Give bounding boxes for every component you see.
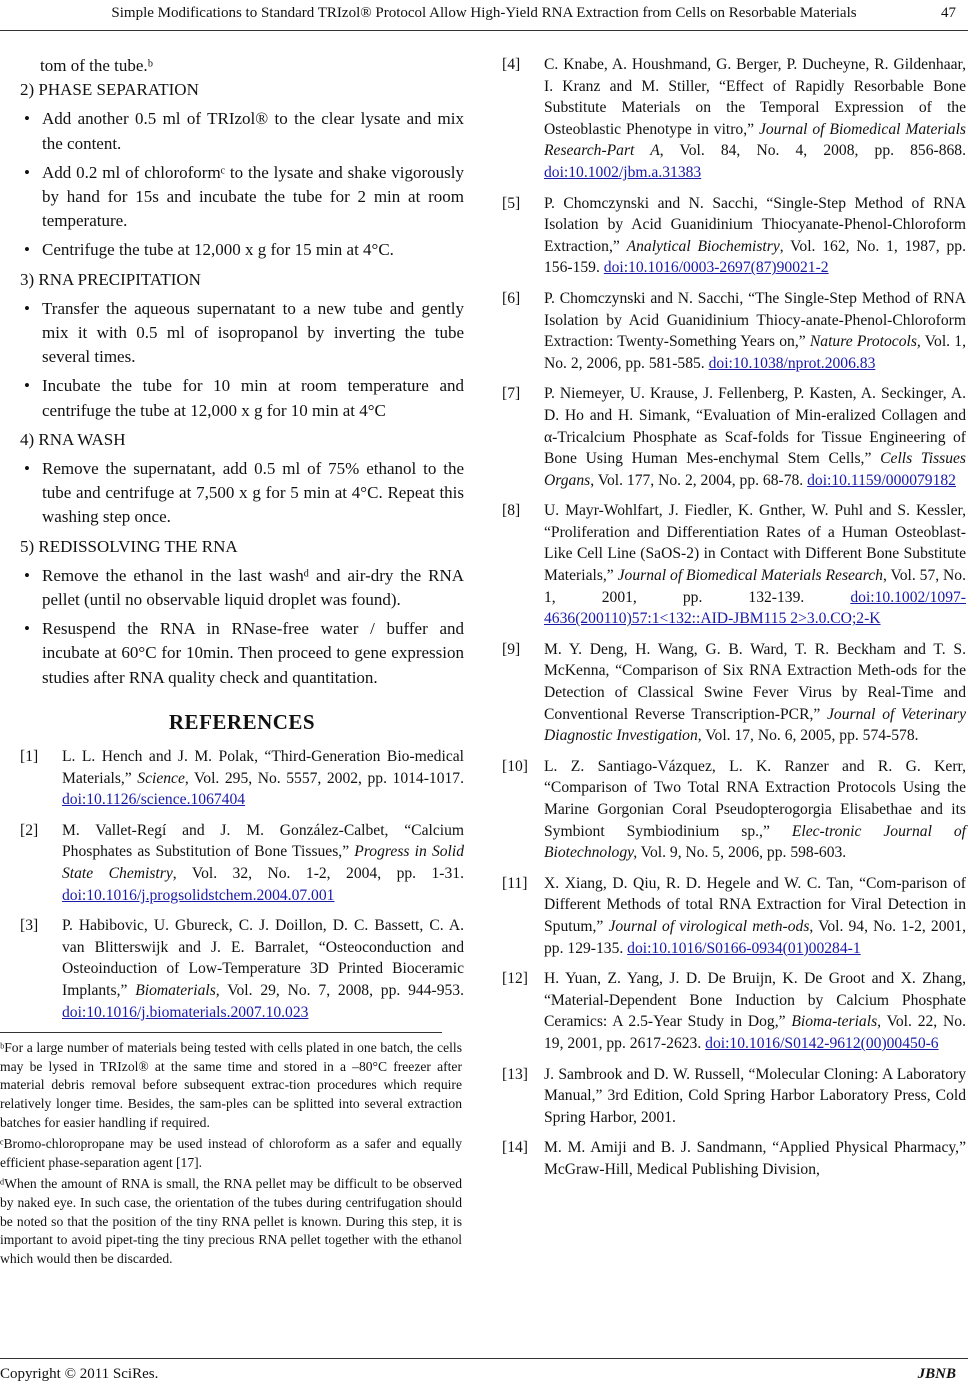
reference-item <box>502 383 966 491</box>
footer-rule <box>0 1358 968 1359</box>
footnote-d: ᵈWhen the amount of RNA is small, the RNA pellet may be difficult to be observed by naked eye. In such case, the orientation of the tubes during centrifugation should be noted so that the position of the tiny RNA pellet is known. During this step, it is important to avoid pipet-ting the tiny precious RNA pellet together with the ethanol which would then be discarded. <box>0 1176 462 1266</box>
reference-source: Bioma-terials, <box>791 1013 882 1031</box>
running-title: Simple Modifications to Standard TRIzol® Protocol Allow High-Yield RNA Extraction from Cells on Resorbable Materials <box>111 5 857 21</box>
list-item: • Incubate the tube for 10 min at room temperature and centrifuge the tube at 12,000 x g for 10 min at 4°C <box>24 376 464 420</box>
reference-text: M. Vallet-Regí and J. M. González-Calbet, “Calcium Phosphates as Substitution of Bone Tissues,” <box>62 821 464 861</box>
reference-details: , Vol. 94, No. 1-2, 2001, pp. 129-135. <box>544 917 967 957</box>
reference-source: Analytical Biochemistry <box>626 237 780 255</box>
doi-link[interactable]: doi:10.1016/j.progsolidstchem.2004.07.001 <box>62 886 335 904</box>
reference-text: P. Chomczynski and N. Sacchi, “Single-Step Method of RNA Isolation by Acid Guanidinium Thiocyanate-Phenol-Chloroform Extraction,” <box>544 194 966 255</box>
section-redissolving: 5) REDISSOLVING THE RNA <box>20 536 238 556</box>
doi-link[interactable]: doi:10.1016/S0142-9612(00)00450-6 <box>705 1034 939 1052</box>
reference-number: [3] <box>20 917 39 935</box>
bullet-icon: • <box>24 298 30 318</box>
reference-source: Journal of Biomedical Materials Research <box>617 567 883 585</box>
doi-link[interactable]: doi:10.1016/j.biomaterials.2007.10.023 <box>62 1003 309 1021</box>
reference-source: Biomaterials, <box>135 982 220 1000</box>
reference-source: Elec-tronic Journal of Biotechnology, <box>544 822 966 862</box>
journal-abbrev: JBNB <box>917 1366 956 1382</box>
reference-text: X. Xiang, D. Qiu, R. D. Hegele and W. C. Tan, “Com-parison of Different Methods of total RNA Extraction for Viral Detection in Sputum,” <box>544 874 966 935</box>
reference-details: Vol. 22, No. 19, 2001, pp. 2617-2623. <box>544 1013 966 1052</box>
doi-link[interactable]: doi:10.1126/science.1067404 <box>62 791 246 809</box>
reference-number: [13] <box>502 1065 528 1083</box>
section-rna-precipitation: 3) RNA PRECIPITATION <box>20 269 201 289</box>
reference-number: [12] <box>502 970 528 988</box>
bullet-icon: • <box>24 619 30 639</box>
reference-details: , Vol. 162, No. 1, 1987, pp. 156-159. <box>544 237 966 277</box>
reference-number: [4] <box>502 56 521 73</box>
reference-details: , Vol. 84, No. 4, 2008, pp. 856-868. <box>659 142 967 160</box>
reference-item <box>502 968 966 1054</box>
header-rule <box>0 30 968 31</box>
reference-details: Vol. 29, No. 7, 2008, pp. 944-953. <box>219 982 464 1000</box>
reference-text: P. Chomczynski and N. Sacchi, “The Single-Step Method of RNA Isolation by Acid Guanidinium Thiocy-anate-Phenol-Chloroform Extraction: Twenty-Something Years on,” <box>544 289 966 351</box>
reference-details: , Vol. 295, No. 5557, 2002, pp. 1014-1017. <box>184 769 465 787</box>
reference-number: [9] <box>502 640 521 658</box>
doi-link[interactable]: doi:10.1002/1097-4636(200110)57:1<132::AID-JBM115 2>3.0.CO;2-K <box>544 588 966 628</box>
reference-details: , Vol. 177, No. 2, 2004, pp. 68-78. <box>590 471 808 489</box>
doi-link[interactable]: doi:10.1002/jbm.a.31383 <box>544 163 702 181</box>
doi-link[interactable]: doi:10.1016/S0166-0934(01)00284-1 <box>627 939 861 957</box>
reference-source: Journal of Veterinary Diagnostic Investigation <box>544 705 966 745</box>
references-heading: REFERENCES <box>168 709 316 734</box>
reference-text: M. Y. Deng, H. Wang, G. B. Ward, T. R. Beckham and T. S. McKenna, “Comparison of Six RNA Extraction Meth-ods for the Detection of Classical Swine Fever Virus by Real-Time and Conventional Reverse Transcription-PCR,” <box>544 640 966 723</box>
reference-text: C. Knabe, A. Houshmand, G. Berger, P. Ducheyne, R. Gildenhaar, I. Kranz and M. Stiller, “Effect of Rapidly Resorbable Bone Substitute Materials on the Temporal Expression of the Osteoblastic Phenotype in vitro,” <box>544 56 966 138</box>
reference-number: [6] <box>502 289 521 307</box>
bullet-icon: • <box>24 162 30 182</box>
copyright: Copyright © 2011 SciRes. <box>0 1366 159 1382</box>
reference-number: [11] <box>502 874 528 892</box>
reference-number: [2] <box>20 821 39 839</box>
reference-text: P. Habibovic, U. Gbureck, C. J. Doillon, D. C. Bassett, C. A. van Blitterswijk and J. E. Barralet, “Osteoconduction and Osteoinduction of Low-Temperature 3D Printed Bioceramic Implants,” <box>62 917 464 1000</box>
reference-item <box>502 639 966 747</box>
reference-text: L. Z. Santiago-Vázquez, L. K. Ranzer and R. G. Kerr, “Comparison of Two Total RNA Extraction Protocols Using the Marine Gorgonian Coral Pseudopterogorgia Elisabethae and its Symbiont Symbiodinium sp.,” <box>544 757 966 840</box>
bullet-icon: • <box>24 459 30 479</box>
reference-source: Science <box>137 769 185 787</box>
reference-item <box>502 756 966 864</box>
reference-number: [8] <box>502 502 521 520</box>
reference-details: Vol. 9, No. 5, 2006, pp. 598-603. <box>637 844 847 862</box>
reference-text: U. Mayr-Wohlfart, J. Fiedler, K. Gnther, W. Puhl and S. Kessler, “Proliferation and Differentiation Rates of a Human Osteoblast-Like Cell Line (SaOS-2) in Contact with Different Bone Substitute Materials,” <box>544 502 966 585</box>
list-item: • Transfer the aqueous supernatant to a new tube and gently mix it with 0.5 ml of isopropanol by inverting the tube several times. <box>24 298 464 367</box>
references-list-left <box>20 746 464 1023</box>
reference-text: L. L. Hench and J. M. Polak, “Third-Generation Bio-medical Materials,” <box>62 748 464 787</box>
reference-text: P. Niemeyer, U. Krause, J. Fellenberg, P. Kasten, A. Seckinger, A. D. Ho and H. Simank, “Evaluation of Min-eralized Collagen and α-Tricalcium Phosphate as Scaf-folds for Tissue Engineering of Bone Using Human Mes-enchymal Stem Cells,” <box>544 385 966 468</box>
doi-link[interactable]: doi:10.1038/nprot.2006.83 <box>708 354 876 372</box>
right-column <box>502 54 966 1190</box>
reference-number: [1] <box>20 748 39 766</box>
reference-item <box>20 746 464 811</box>
reference-number: [14] <box>502 1139 528 1157</box>
reference-source: Nature Protocols, <box>809 333 921 351</box>
reference-source: Journal of virological meth-ods <box>608 917 810 935</box>
reference-item <box>502 500 966 630</box>
bullet-icon: • <box>24 240 30 260</box>
reference-source: Cells Tissues Organs <box>544 450 966 489</box>
doi-link[interactable]: doi:10.1016/0003-2697(87)90021-2 <box>603 259 829 277</box>
reference-item <box>502 288 966 374</box>
list-item: • Add 0.2 ml of chloroformᶜ to the lysate and shake vigorously by hand for 15s and incubate the tube for 2 min at room temperature. <box>24 162 464 231</box>
page-header <box>0 0 968 32</box>
reference-details: , Vol. 17, No. 6, 2005, pp. 574-578. <box>697 727 919 745</box>
reference-item <box>20 915 464 1023</box>
reference-item <box>502 54 966 184</box>
reference-text: M. M. Amiji and B. J. Sandmann, “Applied Physical Pharmacy,” McGraw-Hill, Medical Publishing Division, <box>544 1139 966 1178</box>
reference-details: , Vol. 57, No. 1, 2001, pp. 132-139. <box>544 567 966 606</box>
reference-details: Vol. 1, No. 2, 2006, pp. 581-585. <box>544 333 966 372</box>
bullet-icon: • <box>24 565 30 585</box>
list-item: • Add another 0.5 ml of TRIzol® to the clear lysate and mix the content. <box>24 109 464 153</box>
page-number: 47 <box>941 5 956 21</box>
list-item: • Resuspend the RNA in RNase-free water / buffer and incubate at 60°C for 10min. Then proceed to gene expression studies after RNA quality check and quantitation. <box>24 619 464 687</box>
reference-item <box>502 193 966 279</box>
reference-number: [7] <box>502 385 521 403</box>
left-column <box>0 54 465 1271</box>
footnote-rule <box>0 1032 442 1033</box>
reference-number: [5] <box>502 194 521 212</box>
reference-details: , Vol. 32, No. 1-2, 2004, pp. 1-31. <box>172 865 464 883</box>
reference-item <box>502 873 966 959</box>
bullet-icon: • <box>24 376 30 396</box>
section-rna-wash: 4) RNA WASH <box>20 429 126 449</box>
continued-text: tom of the tube.ᵇ <box>40 56 153 75</box>
reference-source: Journal of Biomedical Materials Research-Part A <box>544 120 966 160</box>
reference-item <box>502 1137 966 1180</box>
footnote-b: ᵇFor a large number of materials being tested with cells plated in one batch, the cells may be lysed in TRIzol® at the same time and stored in a –80°C freezer after material debris removal before subsequent extrac-tion procedures which require relatively longer time. Besides, the sam-ples can be splitted into several extraction batches for easier handling if required. <box>0 1040 462 1130</box>
reference-number: [10] <box>502 757 528 775</box>
bullet-icon: • <box>24 109 30 129</box>
list-item: • Centrifuge the tube at 12,000 x g for 15 min at 4°C. <box>20 238 464 262</box>
list-item: • Remove the ethanol in the last washᵈ and air-dry the RNA pellet (until no observable liquid droplet was found). <box>24 565 464 610</box>
footnote-c: ᶜBromo-chloropropane may be used instead of chloroform as a safer and equally efficient phase-separation agent [17]. <box>0 1136 462 1170</box>
reference-item <box>20 820 464 906</box>
doi-link[interactable]: doi:10.1159/000079182 <box>807 471 956 489</box>
reference-text: H. Yuan, Z. Yang, J. D. De Bruijn, K. De Groot and X. Zhang, “Material-Dependent Bone Induction by Calcium Phosphate Ceramics: A 2.5-Year Study in Dog,” <box>544 970 966 1031</box>
footnotes <box>0 1039 462 1268</box>
reference-item <box>502 1064 966 1129</box>
reference-text: J. Sambrook and D. W. Russell, “Molecular Cloning: A Laboratory Manual,” 3rd Edition, Cold Spring Harbor Laboratory Press, Cold Spring Harbor, 2001. <box>544 1065 966 1126</box>
section-phase-separation: 2) PHASE SEPARATION <box>20 80 199 100</box>
list-item: • Remove the supernatant, add 0.5 ml of 75% ethanol to the tube and centrifuge at 7,500 x g for 5 min at 4°C. Repeat this washing step once. <box>24 459 464 527</box>
references-list-right <box>502 54 966 1181</box>
reference-source: Progress in Solid State Chemistry <box>62 843 464 883</box>
